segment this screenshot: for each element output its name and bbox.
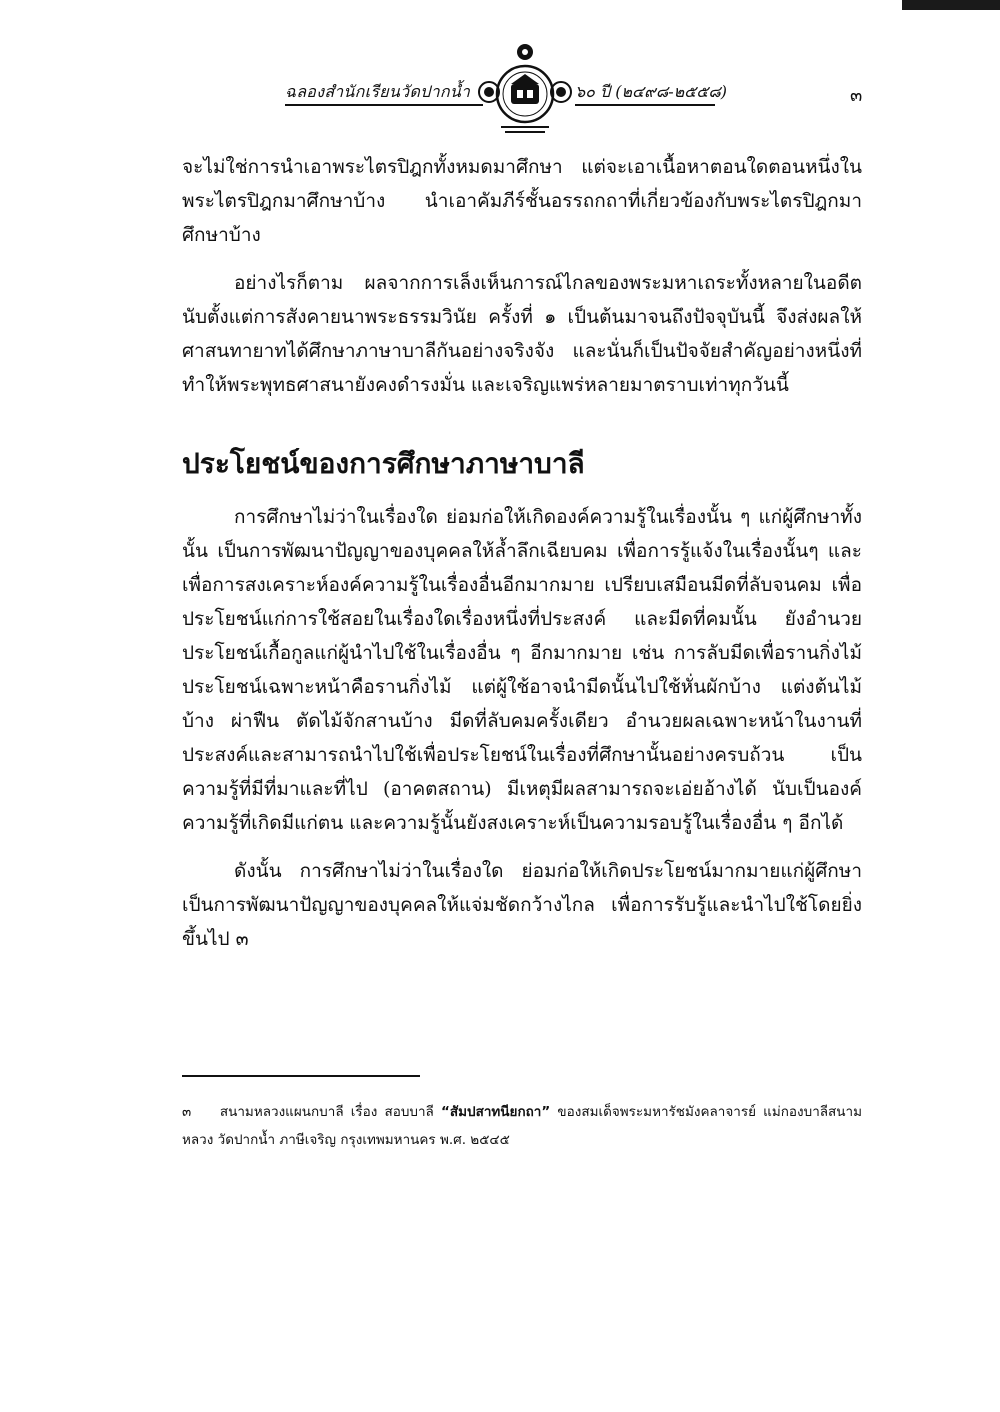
footnote-divider: [182, 1075, 420, 1077]
running-header: [285, 40, 905, 140]
page-number: ๓: [850, 85, 863, 106]
section-heading: ประโยชน์ของการศึกษาภาษาบาลี: [182, 447, 585, 480]
temple-emblem-icon: [475, 40, 575, 140]
body-text: [182, 150, 862, 956]
paragraph: ดังนั้น การศึกษาไม่ว่าในเรื่องใด ย่อมก่อให้เกิดประโยชน์มากมายแก่ผู้ศึกษา เป็นการพัฒนาปัญญาของบุคคลให้แจ่มชัดกว้างไกล เพื่อการรับรู้และนำไปใช้โดยยิ่งขึ้นไป ๓: [182, 860, 862, 950]
header-underline-left: [285, 104, 483, 106]
header-underline-right: [575, 104, 715, 106]
paragraph: อย่างไรก็ตาม ผลจากการเล็งเห็นการณ์ไกลของพระมหาเถระทั้งหลายในอดีต นับตั้งแต่การสังคายนาพระธรรมวินัย ครั้งที่ ๑ เป็นต้นมาจนถึงปัจจุบันนี้ จึงส่งผลให้ศาสนทายาทได้ศึกษาภาษาบาลีกันอย่างจริงจัง และนั่นก็เป็นปัจจัยสำคัญอย่างหนึ่งที่ทำให้พระพุทธศาสนายังคงดำรงมั่น และเจริญแพร่หลายมาตราบเท่าทุกวันนี้: [182, 272, 862, 396]
footnote-number: ๓: [182, 1104, 192, 1120]
scan-corner-mark: [902, 0, 1000, 10]
footnote-emphasis: “สัมปสาทนียกถา”: [441, 1104, 551, 1120]
footnote: [182, 1098, 862, 1154]
footnote-text: สนามหลวงแผนกบาลี เรื่อง สอบบาลี: [219, 1104, 434, 1120]
paragraph: การศึกษาไม่ว่าในเรื่องใด ย่อมก่อให้เกิดองค์ความรู้ในเรื่องนั้น ๆ แก่ผู้ศึกษาทั้งนั้น เป็นการพัฒนาปัญญาของบุคคลให้ล้ำลึกเฉียบคม เพื่อการรู้แจ้งในเรื่องนั้นๆ และเพื่อการสงเคราะห์องค์ความรู้ในเรื่องอื่นอีกมากมาย เปรียบเสมือนมีดที่ลับจนคม เพื่อประโยชน์แก่การใช้สอยในเรื่องใดเรื่องหนึ่งที่ประสงค์ และมีดที่คมนั้น ยังอำนวยประโยชน์เกื้อกูลแก่ผู้นำไปใช้ในเรื่องอื่น ๆ อีกมากมาย เช่น การลับมีดเพื่อรานกิ่งไม้ ประโยชน์เฉพาะหน้าคือรานกิ่งไม้ แต่ผู้ใช้อาจนำมีดนั้นไปใช้หั่นผักบ้าง แต่งต้นไม้บ้าง ผ่าฟืน ตัดไม้จักสานบ้าง มีดที่ลับคมครั้งเดียว อำนวยผลเฉพาะหน้าในงานที่ประสงค์และสามารถนำไปใช้เพื่อประโยชน์ในเรื่องที่ศึกษานั้นอย่างครบถ้วน เป็นความรู้ที่มีที่มาและที่ไป (อาคตสถาน) มีเหตุมีผลสามารถจะเอ่ยอ้างได้ นับเป็นองค์ความรู้ที่เกิดมีแก่ตน และความรู้นั้นยังสงเคราะห์เป็นความรอบรู้ในเรื่องอื่น ๆ อีกได้: [182, 506, 862, 834]
header-right-title: ๖๐ ปี (๒๔๙๘-๒๕๕๘): [575, 82, 727, 101]
paragraph-continued: จะไม่ใช่การนำเอาพระไตรปิฎกทั้งหมดมาศึกษา แต่จะเอาเนื้อหาตอนใดตอนหนึ่งในพระไตรปิฎกมาศึกษาบ้าง นำเอาคัมภีร์ชั้นอรรถกถาที่เกี่ยวข้องกับพระไตรปิฎกมาศึกษาบ้าง: [182, 156, 862, 246]
footnote-text-rest: ของสมเด็จพระมหารัชมังคลาจารย์ แม่กองบาลีสนามหลวง วัดปากน้ำ ภาษีเจริญ กรุงเทพมหานคร พ.ศ. ๒๕๔๕: [182, 1104, 863, 1148]
header-left-title: ฉลองสำนักเรียนวัดปากน้ำ: [285, 82, 471, 101]
